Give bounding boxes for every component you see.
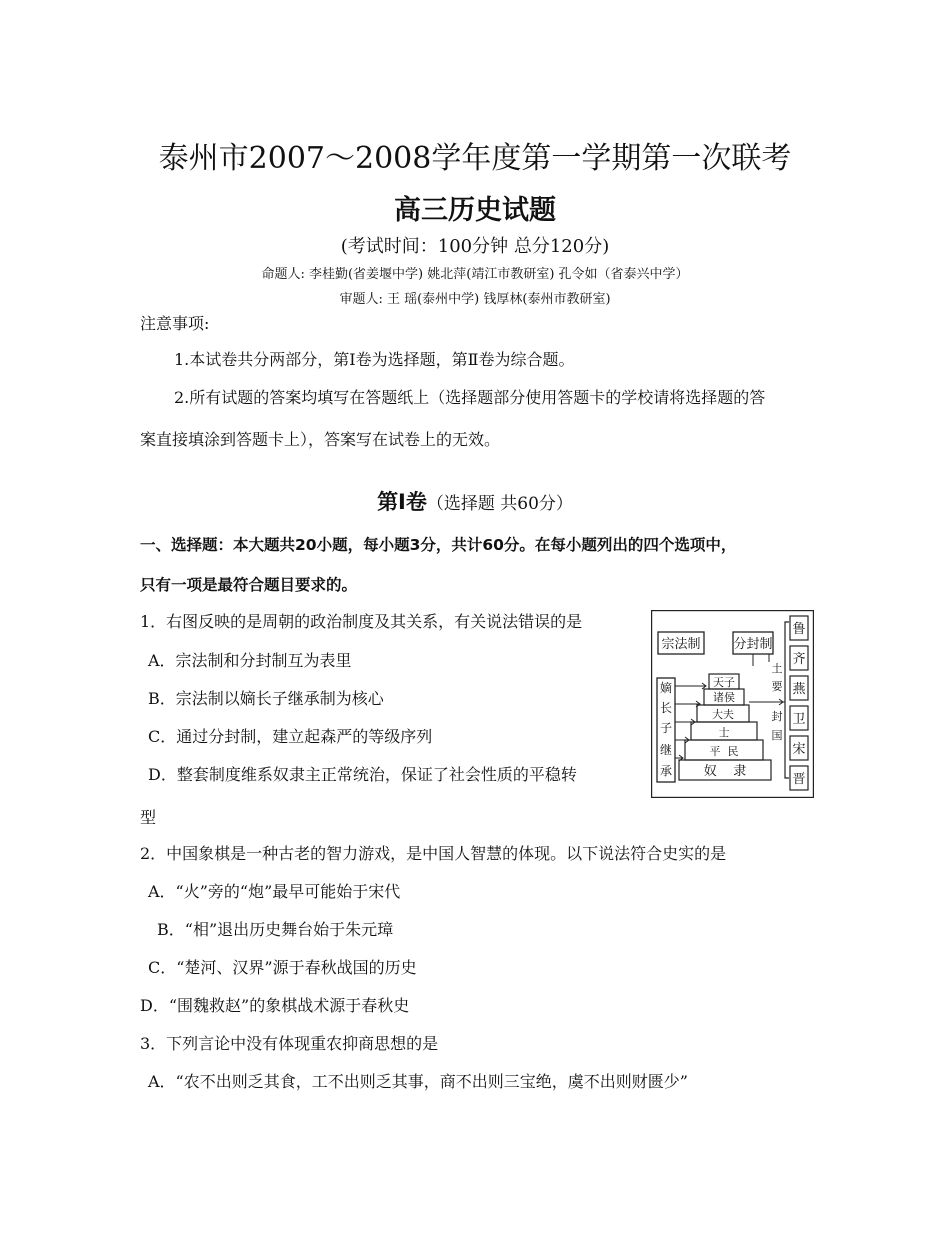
svg-text:长: 长 [659, 701, 673, 715]
state-song: 宋 [792, 742, 806, 757]
question-1-option-a: A．宗法制和分封制互为表里 [148, 651, 352, 670]
pyramid-labels [704, 676, 747, 779]
tier-tianzi: 天子 [713, 676, 735, 689]
question-1-option-d-cont: 型 [140, 808, 157, 827]
state-wei: 卫 [792, 712, 806, 727]
section-heading [0, 486, 950, 516]
state-boxes [790, 616, 808, 790]
question-1-stem: 1．右图反映的是周朝的政治制度及其关系，有关说法错误的是 [140, 612, 583, 631]
question-1-option-c: C．通过分封制，建立起森严的等级序列 [148, 727, 433, 746]
notice-label: 注意事项: [140, 314, 210, 333]
tier-nuli: 奴 隶 [703, 764, 747, 779]
reviewers-line: 审题人: 王 瑶(泰州中学) 钱厚林(泰州市教研室) [339, 292, 611, 307]
box-zongfa-label: 宗法制 [661, 637, 701, 652]
exam-subtitle: 高三历史试题 [394, 195, 556, 226]
question-2-option-a: A．“火”旁的“炮”最早可能始于宋代 [148, 882, 401, 901]
tier-dafu: 大夫 [712, 708, 734, 721]
question-3-option-a: A．“农不出则乏其食，工不出则乏其事，商不出则三宝绝，虞不出则财匮少” [148, 1072, 688, 1091]
notice-item-2: 2.所有试题的答案均填写在答题纸上（选择题部分使用答题卡的学校请将选择题的答 [174, 388, 766, 407]
question-1-option-d: D．整套制度维系奴隶主正常统治，保证了社会性质的平稳转 [148, 765, 577, 784]
svg-text:继: 继 [659, 743, 673, 757]
authors-line: 命题人: 李桂勤(省姜堰中学) 姚北萍(靖江市教研室) 孔令如（省泰兴中学） [261, 267, 689, 282]
state-jin: 晋 [792, 772, 806, 787]
question-1-option-b: B．宗法制以嫡长子继承制为核心 [148, 689, 384, 708]
tier-zhuhou: 诸侯 [713, 691, 735, 704]
notice-item-2-cont: 案直接填涂到答题卡上），答案写在试卷上的无效。 [140, 430, 501, 449]
svg-text:国: 国 [771, 729, 783, 742]
question-2-option-b: B．“相”退出历史舞台始于朱元璋 [157, 920, 394, 939]
svg-text:嫡: 嫡 [659, 681, 673, 695]
state-labels [792, 622, 806, 787]
question-2-stem: 2．中国象棋是一种古老的智力游戏，是中国人智慧的体现。以下说法符合史实的是 [140, 844, 727, 863]
tier-pingmin: 平 民 [709, 745, 739, 758]
left-vertical-label [660, 681, 672, 778]
exam-info: (考试时间：100分钟 总分120分) [340, 236, 610, 257]
section-instructions: 一、选择题：本大题共20小题，每小题3分，共计60分。在每小题列出的四个选项中， [140, 536, 737, 554]
section-title: 第Ⅰ卷 [377, 490, 427, 514]
question-2-option-c: C．“楚河、汉界”源于春秋战国的历史 [148, 958, 417, 977]
notice-item-1: 1.本试卷共分两部分，第Ⅰ卷为选择题，第Ⅱ卷为综合题。 [174, 350, 575, 369]
svg-text:子: 子 [659, 721, 673, 735]
box-fenfeng-label: 分封制 [733, 637, 773, 652]
svg-text:封: 封 [771, 710, 783, 723]
svg-text:土: 土 [771, 662, 783, 675]
zhou-system-diagram [651, 610, 814, 798]
state-lu: 鲁 [792, 622, 806, 637]
tier-shi: 士 [718, 726, 730, 739]
svg-text:承: 承 [659, 764, 673, 778]
exam-title: 泰州市2007～2008学年度第一学期第一次联考 [158, 141, 792, 176]
question-2-option-d: D．“围魏救赵”的象棋战术源于春秋史 [140, 996, 410, 1015]
section-subtitle: （选择题 共60分） [426, 494, 573, 514]
question-3-stem: 3．下列言论中没有体现重农抑商思想的是 [140, 1034, 439, 1053]
state-yan: 燕 [792, 682, 806, 697]
section-instructions-cont: 只有一项是最符合题目要求的。 [140, 576, 358, 594]
state-qi: 齐 [792, 652, 806, 667]
svg-text:要: 要 [771, 680, 783, 693]
